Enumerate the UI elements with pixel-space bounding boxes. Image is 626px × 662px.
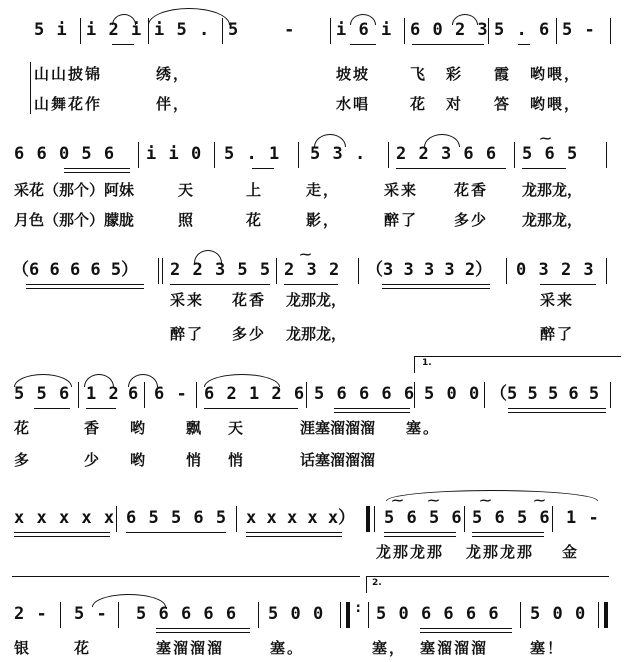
lyric: 塞。	[406, 419, 441, 437]
lyric: 多	[14, 451, 32, 469]
underline-beam	[412, 44, 484, 45]
barline	[464, 506, 465, 532]
repeat-dots: :	[354, 600, 363, 616]
barline	[552, 506, 553, 532]
barline	[368, 602, 369, 628]
measure: 5 . 1	[224, 144, 281, 164]
barline	[610, 382, 611, 408]
barline	[606, 142, 607, 168]
lyric: 塞溜溜溜	[156, 639, 225, 657]
lyric: 花香	[232, 291, 267, 309]
measure: 6 5 5 6 5	[126, 508, 228, 528]
barline	[306, 382, 307, 408]
lyric: 山山披锦	[34, 65, 103, 83]
barline	[388, 142, 389, 168]
measure: （6 6 6 6 5）	[12, 260, 139, 280]
mordent-mark: ⁓	[392, 494, 403, 507]
lyric: 影，	[306, 211, 341, 229]
lyric: 采来	[170, 291, 205, 309]
barline	[520, 602, 521, 628]
measure: i 2 i	[86, 20, 143, 40]
lyric: 多少	[454, 211, 489, 229]
underline-beam	[126, 532, 226, 533]
underline-beam	[508, 412, 606, 413]
measure: 5 6 6 6 6	[136, 604, 238, 624]
notation-line	[0, 384, 626, 414]
lyric: 哟喂，	[530, 65, 582, 83]
measure: 6 2 1 2 6	[204, 384, 306, 404]
notation-line	[0, 144, 626, 174]
measure: i i 0	[146, 144, 203, 164]
lyric: 水唱	[336, 95, 371, 113]
lyric-line-1	[0, 290, 626, 312]
underline-beam	[170, 284, 270, 285]
lyric: 飞	[410, 65, 428, 83]
barline	[214, 142, 215, 168]
measure: 2 2 3 5 5	[170, 260, 272, 280]
underline-beam	[156, 628, 250, 629]
underline-beam	[384, 536, 456, 537]
lyric: 走，	[306, 181, 341, 199]
barline	[78, 382, 79, 408]
measure: 1 2	[86, 384, 120, 404]
lyric: 采来	[540, 291, 575, 309]
barline	[118, 602, 119, 628]
measure: 5 0 0	[530, 604, 587, 624]
volta-number: 2.	[372, 578, 382, 588]
barline	[484, 382, 485, 408]
barline	[276, 258, 277, 284]
measure: 5 6 5 6	[384, 508, 463, 528]
barline	[158, 258, 159, 284]
underline-beam	[334, 412, 410, 413]
lyric: 上	[246, 181, 264, 199]
barline	[610, 18, 611, 44]
mordent-mark: ⁓	[540, 132, 551, 145]
lyric: 坡坡	[336, 65, 371, 83]
underline-beam	[350, 44, 376, 45]
lyric: 涯塞溜溜溜	[300, 419, 376, 437]
underline-beam	[334, 408, 410, 409]
measure: 5 0 0	[268, 604, 325, 624]
measure: 6 0 2 3	[410, 20, 489, 40]
barline	[358, 258, 359, 284]
underline-beam	[518, 44, 530, 45]
measure: 5 i	[34, 20, 68, 40]
lyric: 花	[14, 419, 32, 437]
lyric-line-2	[0, 210, 626, 232]
measure: 2 -	[14, 604, 48, 624]
lyric: 答	[494, 95, 512, 113]
barline	[196, 382, 197, 408]
final-barline	[604, 602, 608, 628]
lyric-line-1	[0, 180, 626, 202]
lyric: 照	[178, 211, 196, 229]
lyric-line-1	[0, 638, 626, 660]
barline	[330, 18, 331, 44]
underline-beam	[284, 284, 338, 285]
measure: 0 3 2 3	[516, 260, 595, 280]
underline-beam	[508, 408, 606, 409]
underline-beam	[64, 172, 130, 173]
barline	[148, 18, 149, 44]
lyric-line-1	[0, 542, 626, 564]
lyric: 天	[178, 181, 196, 199]
barline	[138, 142, 139, 168]
lyric: 伴，	[156, 95, 191, 113]
lyric: 采花（那个）阿妹	[14, 181, 135, 199]
measure: 5 . 6	[494, 20, 551, 40]
underline-beam	[420, 628, 512, 629]
measure: 5 0 6 6 6 6	[376, 604, 500, 624]
lyric: 山舞花作	[34, 95, 103, 113]
measure: 5 -	[562, 20, 596, 40]
lyric: 塞！	[530, 639, 565, 657]
lyric: 多少	[232, 325, 267, 343]
underline-beam	[384, 532, 456, 533]
barline	[162, 258, 163, 284]
barline	[598, 602, 599, 628]
underline-beam	[246, 536, 342, 537]
underline-beam	[112, 44, 134, 45]
measure: 6	[128, 384, 140, 404]
measure: 5 -	[74, 604, 108, 624]
barline	[488, 18, 489, 44]
underline-beam	[86, 408, 116, 409]
measure: 1 -	[566, 508, 600, 528]
underline-beam	[26, 288, 144, 289]
measure: 5 6 6 6 6	[314, 384, 416, 404]
barline	[236, 506, 237, 532]
lyric: 哟喂，	[530, 95, 582, 113]
barline	[514, 142, 515, 168]
underline-beam	[522, 168, 566, 169]
notation-line	[0, 20, 626, 50]
notation-line	[0, 600, 626, 634]
lyric: 花香	[454, 181, 489, 199]
lyric: 霞	[494, 65, 512, 83]
lyric: 银	[14, 639, 32, 657]
barline	[606, 258, 607, 284]
measure: 5 5 6	[14, 384, 71, 404]
measure: x x x x x）	[246, 508, 356, 528]
underline-beam	[472, 536, 544, 537]
lyric: 话塞溜溜溜	[300, 451, 376, 469]
lyric: 花	[410, 95, 428, 113]
measure: 6 -	[154, 384, 188, 404]
measure: 5 3 .	[310, 144, 367, 164]
underline-beam	[14, 532, 110, 533]
repeat-barline	[346, 602, 350, 628]
measure: i 5 .	[154, 20, 211, 40]
measure: 5 6 5 6	[472, 508, 551, 528]
measure: x x x x x	[14, 508, 116, 528]
barline	[116, 506, 117, 532]
barline	[414, 382, 415, 408]
volta-bracket	[414, 356, 621, 373]
volta-number: 1.	[422, 358, 432, 368]
underline-beam	[156, 632, 250, 633]
lyric: 塞。	[270, 639, 305, 657]
underline-beam	[64, 168, 130, 169]
underline-beam	[382, 288, 490, 289]
barline	[258, 602, 259, 628]
lyric: 龙那龙那	[466, 543, 535, 561]
lyric: 醉了	[384, 211, 419, 229]
lyric: 醉了	[540, 325, 575, 343]
lyric-line-2	[0, 450, 626, 472]
lyric: 龙那龙那	[376, 543, 445, 561]
measure: 6 6 0 5 6	[14, 144, 116, 164]
underline-beam	[34, 408, 70, 409]
barline	[506, 258, 507, 284]
mordent-mark: ⁓	[534, 494, 545, 507]
measure: 5 6 5	[522, 144, 579, 164]
barline	[60, 602, 61, 628]
underline-beam	[246, 532, 342, 533]
barline	[222, 18, 223, 44]
lyric-line-2	[0, 324, 626, 346]
lyric: 花	[74, 639, 92, 657]
lyric: 彩	[446, 65, 464, 83]
underline-beam	[472, 532, 544, 533]
volta-bracket	[366, 576, 609, 593]
lyric-line-1	[0, 64, 626, 86]
lyric: 香	[84, 419, 102, 437]
barline	[556, 18, 557, 44]
lyric: 塞溜溜溜	[420, 639, 489, 657]
lyric: 龙那龙，	[522, 181, 583, 199]
notation-line	[0, 260, 626, 290]
measure: （5 5 5 6 5	[490, 384, 600, 404]
lyric: 龙那龙，	[286, 291, 347, 309]
lyric: 龙那龙，	[286, 325, 347, 343]
underline-beam	[382, 284, 490, 285]
lyric: 绣，	[156, 65, 191, 83]
lyric: 天	[228, 419, 246, 437]
measure: （3 3 3 3 2）	[366, 260, 493, 280]
lyric: 悄	[186, 451, 204, 469]
barline	[144, 382, 145, 408]
mordent-mark: ⁓	[428, 494, 439, 507]
notation-line	[0, 508, 626, 538]
repeat-barline	[366, 506, 370, 532]
barline	[374, 506, 375, 532]
slur-mark	[386, 490, 598, 501]
underline-beam	[204, 408, 298, 409]
lyric: 龙那龙，	[522, 211, 583, 229]
barline	[298, 142, 299, 168]
lyric: 塞，	[372, 639, 407, 657]
lyric: 花	[246, 211, 264, 229]
barline	[340, 602, 341, 628]
lyric: 哟	[130, 451, 148, 469]
barline	[404, 18, 405, 44]
underline-beam	[252, 168, 274, 169]
barline	[80, 18, 81, 44]
lyric-line-1	[0, 418, 626, 440]
measure: 2 2 3 6 6	[396, 144, 498, 164]
underline-beam	[540, 284, 596, 285]
lyric: 醉了	[170, 325, 205, 343]
measure: 5 0 0	[424, 384, 481, 404]
underline-beam	[26, 284, 144, 285]
lyric: 月色（那个）朦胧	[14, 211, 135, 229]
lyric: 少	[84, 451, 102, 469]
underline-beam	[14, 536, 110, 537]
measure: 5 -	[228, 20, 296, 40]
lyric: 飘	[186, 419, 204, 437]
lyric: 对	[446, 95, 464, 113]
volta-bracket-continuation	[12, 576, 360, 593]
lyric: 哟	[130, 419, 148, 437]
measure: i 6 i	[336, 20, 393, 40]
lyric: 金	[562, 543, 580, 561]
lyric-line-2	[0, 94, 626, 116]
underline-beam	[420, 632, 512, 633]
measure: 2 3 2	[284, 260, 341, 280]
lyric: 采来	[384, 181, 419, 199]
mordent-mark: ⁓	[300, 248, 311, 261]
underline-beam	[396, 168, 506, 169]
lyric: 悄	[228, 451, 246, 469]
mordent-mark: ⁓	[480, 494, 491, 507]
